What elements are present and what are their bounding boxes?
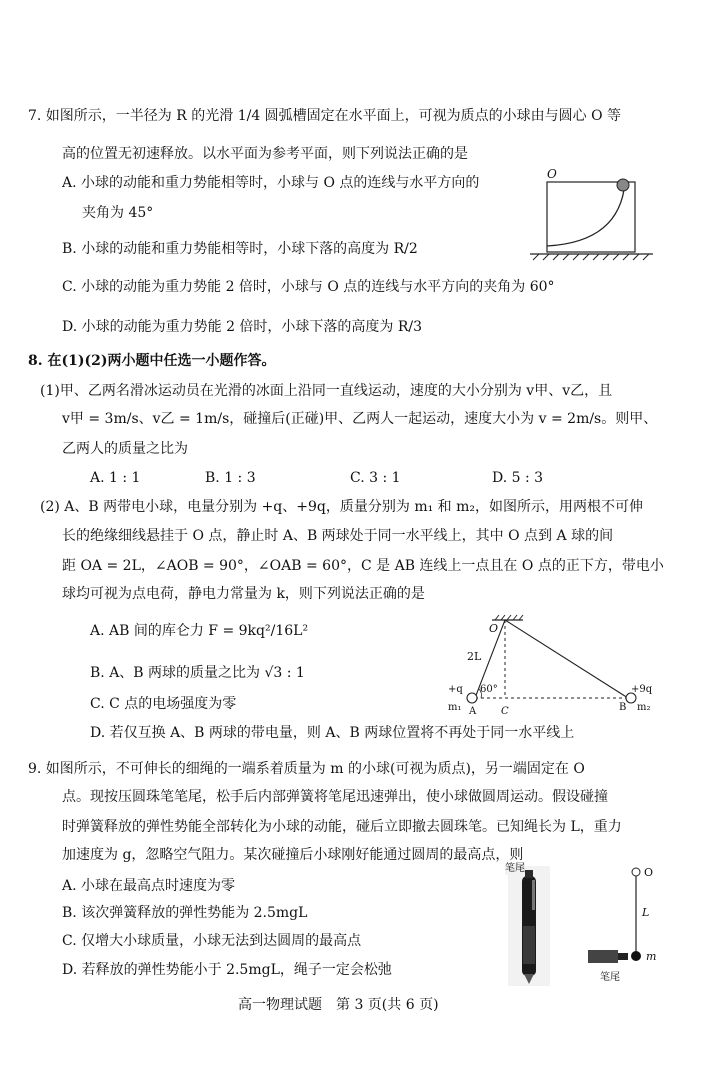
small-ball xyxy=(617,179,629,191)
q9-line3: 时弹簧释放的弹性势能全部转化为小球的动能，碰后立即撤去圆珠笔。已知绳长为 L，重力 xyxy=(62,819,622,835)
q8-part2-line1: (2) A、B 两带电小球，电量分别为 +q、+9q，质量分别为 m₁ 和 m₂，如图所示，用两根不可伸 xyxy=(40,499,643,515)
thread-OB xyxy=(505,620,628,698)
q9-pendulum-figure xyxy=(580,866,670,986)
q8-part1-line2: v甲 = 3m/s、v乙 = 1m/s，碰撞后(正碰)甲、乙两人一起运动，速度大小为 v = 2m/s。则甲、 xyxy=(62,411,658,427)
q8-part2-option-d: D. 若仅互换 A、B 两球的带电量，则 A、B 两球位置将不再处于同一水平线上 xyxy=(90,725,575,741)
q8-part1-option-c: C. 3 : 1 xyxy=(350,470,401,486)
q7-stem-line1: 7. 如图所示，一半径为 R 的光滑 1/4 圆弧槽固定在水平面上，可视为质点的小球由与圆心 O 等 xyxy=(28,108,622,124)
q8-part1-option-a: A. 1 : 1 xyxy=(90,470,141,486)
q8-part1-option-d: D. 5 : 3 xyxy=(492,470,544,486)
label-O: O xyxy=(489,622,499,635)
label-tail: 笔尾 xyxy=(600,972,620,983)
page-footer: 高一物理试题 第 3 页(共 6 页) xyxy=(238,997,439,1013)
q8-header: 8. 在(1)(2)两小题中任选一小题作答。 xyxy=(28,353,276,369)
q7-groove-figure xyxy=(525,167,660,270)
ball-A xyxy=(467,693,477,703)
ground-hatch xyxy=(533,254,649,260)
q7-option-a-line2: 夹角为 45° xyxy=(82,205,154,221)
q9-option-c: C. 仅增大小球质量，小球无法到达圆周的最高点 xyxy=(62,933,362,949)
label-O: O xyxy=(644,866,654,879)
q8-part1-option-b: B. 1 : 3 xyxy=(205,470,256,486)
q9-line2: 点。现按压圆珠笔笔尾，松手后内部弹簧将笔尾迅速弹出，使小球做圆周运动。假设碰撞 xyxy=(62,789,608,805)
label-A: A xyxy=(469,706,477,717)
pivot-O xyxy=(632,868,640,876)
q8-part2-line4: 球均可视为点电荷，静电力常量为 k，则下列说法正确的是 xyxy=(62,586,425,602)
label-qA: +q xyxy=(448,684,463,695)
pen-clip xyxy=(532,880,535,910)
q8-charged-balls-figure xyxy=(445,612,665,717)
q8-part1-line3: 乙两人的质量之比为 xyxy=(62,441,188,457)
q9-pen-photo xyxy=(508,866,550,986)
pen-tail-body xyxy=(588,950,618,963)
groove-block-outline xyxy=(547,182,635,252)
label-m: m xyxy=(646,950,657,963)
q8-part2-line3: 距 OA = 2L，∠AOB = 90°，∠OAB = 60°，C 是 AB 连线上一点且在 O 点的正下方，带电小 xyxy=(62,558,664,574)
q8-part2-option-c: C. C 点的电场强度为零 xyxy=(90,696,237,712)
pen-tail-stub xyxy=(618,953,628,960)
label-C: C xyxy=(501,706,509,717)
q9-line1: 9. 如图所示，不可伸长的细绳的一端系着质量为 m 的小球(可视为质点)，另一端固定在 O xyxy=(28,761,585,777)
pen-grip xyxy=(523,926,535,964)
q7-option-d: D. 小球的动能为重力势能 2 倍时，小球下落的高度为 R/3 xyxy=(62,319,423,335)
q7-option-c: C. 小球的动能为重力势能 2 倍时，小球与 O 点的连线与水平方向的夹角为 60° xyxy=(62,279,555,295)
q7-option-b: B. 小球的动能和重力势能相等时，小球下落的高度为 R/2 xyxy=(62,241,418,257)
quarter-arc xyxy=(547,182,625,246)
label-2L: 2L xyxy=(467,650,482,663)
label-m1: m₁ xyxy=(448,702,462,713)
label-m2: m₂ xyxy=(637,702,651,713)
q8-part2-option-b: B. A、B 两球的质量之比为 √3 : 1 xyxy=(90,665,305,681)
q7-stem-line2: 高的位置无初速释放。以水平面为参考平面，则下列说法正确的是 xyxy=(62,146,468,162)
label-angle: 60° xyxy=(480,684,498,695)
q8-part1-line1: (1)甲、乙两名滑冰运动员在光滑的冰面上沿同一直线运动，速度的大小分别为 v甲、v乙，且 xyxy=(40,383,613,399)
q9-option-b: B. 该次弹簧释放的弹性势能为 2.5mgL xyxy=(62,905,308,921)
pen-tail-button xyxy=(525,870,533,878)
q7-option-a-line1: A. 小球的动能和重力势能相等时，小球与 O 点的连线与水平方向的 xyxy=(62,175,480,191)
q9-option-a: A. 小球在最高点时速度为零 xyxy=(62,878,236,894)
q8-part2-option-a: A. AB 间的库仑力 F = 9kq²/16L² xyxy=(90,623,309,639)
q8-part2-line2: 长的绝缘细线悬挂于 O 点，静止时 A、B 两球处于同一水平线上，其中 O 点到 A 球的间 xyxy=(62,528,614,544)
label-qB: +9q xyxy=(631,684,653,695)
label-L: L xyxy=(642,906,650,919)
ceiling-hatch xyxy=(495,615,523,620)
q9-line4: 加速度为 g，忽略空气阻力。某次碰撞后小球刚好能通过圆周的最高点，则 xyxy=(62,847,524,863)
label-B: B xyxy=(619,702,627,713)
ball-m xyxy=(631,951,641,961)
q9-pen-label: 笔尾 xyxy=(505,863,525,874)
q9-option-d: D. 若释放的弹性势能小于 2.5mgL，绳子一定会松弛 xyxy=(62,962,392,978)
label-O: O xyxy=(547,167,557,181)
